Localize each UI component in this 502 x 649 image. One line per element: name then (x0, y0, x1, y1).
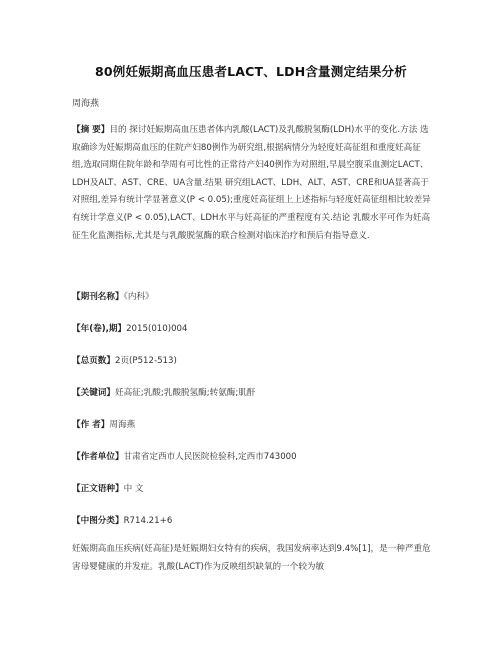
meta-key: 【总页数】 (72, 356, 115, 366)
abstract-text: 目的 探讨妊娠期高血压患者体内乳酸(LACT)及乳酸脱氢酶(LDH)水平的变化.方法 选取确诊为妊娠期高血压的住院产妇80例作为研究组,根据病情分为轻度妊高征组和重度妊高征组,选取同期住院年龄和孕周有可比性的正常待产妇40例作为对照组,早晨空腹采血测定LACT、LDH及ALT、AST、CRE、UA含量.结果 研究组LACT、LDH、ALT、AST、CRE和UA显著高于对照组,差异有统计学显著意义(P < 0.05);重度妊高征组上上述指标与轻度妊高征组相比较差异有统计学意义(P < 0.05),LACT、LDH水平与妊高征的严重程度有关.结论 乳酸水平可作为妊高征生化监测指标,尤其是与乳酸脱氢酶的联合检测对临床治疗和预后有指导意义. (72, 125, 431, 241)
meta-key: 【年(卷),期】 (72, 324, 127, 334)
meta-language (72, 482, 144, 494)
meta-value: 2页(P512-513) (114, 356, 177, 366)
author-line: 周海燕 (72, 99, 100, 109)
meta-value: 2015(010)004 (126, 324, 188, 334)
body-paragraph: 妊娠期高血压疾病(妊高征)是妊娠期妇女特有的疾病，我国发病率达到9.4%[1]，是一种严重危害母婴健康的并发症。乳酸(LACT)作为反映组织缺氧的一个较为敏 (72, 544, 431, 572)
meta-author (72, 418, 135, 430)
meta-keywords (72, 386, 255, 398)
meta-journal (72, 290, 154, 302)
meta-key: 【作者单位】 (72, 452, 124, 462)
meta-key: 【正文语种】 (72, 484, 124, 494)
meta-value: 甘肃省定西市人民医院检验科,定西市743000 (123, 452, 297, 462)
meta-affiliation (72, 450, 297, 462)
meta-key: 【期刊名称】 (72, 292, 124, 302)
meta-value: 妊高征;乳酸;乳酸脱氢酶;转氨酶;肌酐 (114, 388, 256, 398)
meta-key: 【关键词】 (72, 388, 115, 398)
meta-value: 周海燕 (109, 420, 136, 430)
meta-value: 中 文 (123, 484, 144, 494)
meta-pages (72, 354, 177, 366)
meta-value: R714.21+6 (123, 516, 173, 526)
meta-value: 《内科》 (123, 292, 154, 302)
abstract-block (72, 122, 432, 245)
paper-title: 80例妊娠期高血压患者LACT、LDH含量测定结果分析 (95, 64, 407, 79)
meta-key: 【作 者】 (72, 420, 110, 430)
meta-volume (72, 322, 187, 334)
meta-key: 【中图分类】 (72, 516, 124, 526)
abstract-label: 【摘 要】 (72, 125, 110, 135)
meta-classification (72, 514, 172, 526)
